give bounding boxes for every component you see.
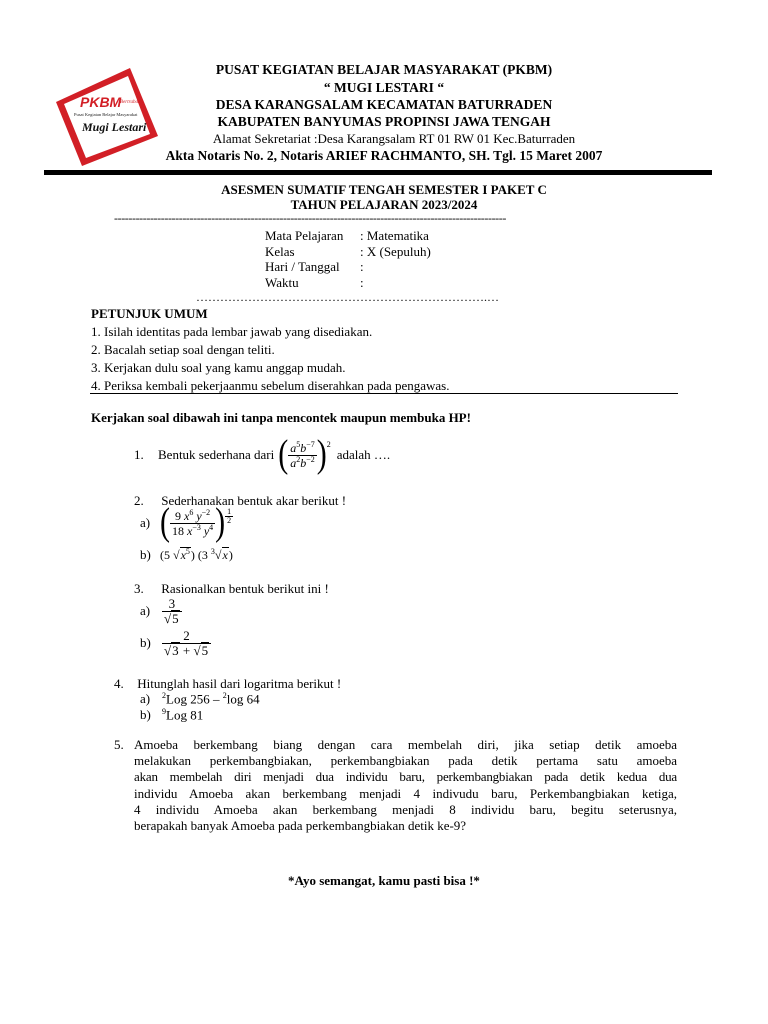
- instructions-rule: [90, 393, 678, 394]
- log-base: 9: [162, 707, 166, 716]
- identity-label: Waktu: [265, 274, 299, 290]
- header-line1: PUSAT KEGIATAN BELAJAR MASYARAKAT (PKBM): [215, 62, 553, 77]
- logo-brand-sub: Bertrabakti: [120, 100, 144, 105]
- list-item: 2. Bacalah setiap soal dengan teliti.: [91, 342, 275, 357]
- q3-item-b: b) $\frac{2}{√3 + √5}$: [140, 629, 211, 657]
- question-1: [134, 432, 391, 476]
- header-rule: [44, 170, 712, 175]
- identity-value: :: [360, 259, 364, 274]
- item-label: a): [140, 515, 151, 530]
- q3b-numerator: 2: [183, 628, 190, 643]
- question-4: [114, 676, 341, 692]
- item-label: b): [140, 547, 151, 562]
- log-expression: Log 256 –: [166, 691, 223, 707]
- logo-name: Mugi Lestari: [82, 120, 147, 134]
- item-label: b): [140, 635, 151, 651]
- q3-item-a: a) $\frac{3}{√5}$: [140, 597, 182, 625]
- item-label: a): [140, 691, 151, 707]
- log-base: 2: [222, 691, 227, 700]
- question-text: Rasionalkan bentuk berikut ini !: [161, 581, 329, 596]
- header-line2: “ MUGI LESTARI “: [323, 80, 445, 95]
- paragraph-line: 4 individu Amoeba akan berkembang menjadi 8 individu baru, begitu seterusnya,: [134, 801, 677, 817]
- instructions-list: [91, 323, 449, 395]
- exam-year: TAHUN PELAJARAN 2023/2024: [290, 197, 478, 212]
- item-label: a): [140, 603, 151, 619]
- logo-brand: PKBM: [80, 94, 122, 110]
- identity-block: [265, 228, 431, 290]
- dot-separator: ……………………………………………………………….…: [196, 290, 499, 304]
- q4-item-b: [140, 707, 203, 723]
- identity-value: :: [360, 274, 364, 290]
- identity-label: Kelas: [265, 243, 295, 259]
- directive-text: Kerjakan soal dibawah ini tanpa mencontek maupun membuka HP!: [91, 410, 471, 425]
- logo-tagline: Pusat Kegiatan Belajar Masyarakat: [74, 112, 138, 117]
- header-address: Alamat Sekretariat :Desa Karangsalam RT 01 RW 01 Kec.Baturraden: [212, 131, 576, 146]
- q4-item-a: [140, 691, 260, 707]
- q2-item-a: a) ( $\frac{9 x^6 y^{-2}}{18 x^{-3} y^4}$ ) $\frac{1}{2}$: [140, 500, 232, 544]
- identity-row: [265, 275, 431, 291]
- header-notary: Akta Notaris No. 2, Notaris ARIEF RACHMANTO, SH. Tgl. 15 Maret 2007: [165, 148, 603, 163]
- q2-item-b: b) (5 $√x^5$) (3 $^3$√x): [140, 547, 233, 562]
- identity-row: [265, 228, 431, 244]
- question-number: 2.: [134, 493, 144, 508]
- paragraph-line: melakukan perkembangbiakan, perkembangbiakan pada detik pertama satu amoeba: [134, 753, 677, 769]
- question-number: 4.: [114, 676, 124, 691]
- dash-separator: -------------------------------------------------------------------------------------------------------------: [114, 211, 506, 225]
- question-number: 1.: [134, 447, 144, 462]
- paragraph-line: berapakah banyak Amoeba pada perkembangbiakan detik ke-9?: [134, 818, 467, 834]
- paragraph-line: akan membelah diri menjadi dua individu baru, perkembangbiakan pada detik kedua dua: [134, 769, 677, 785]
- identity-label: Mata Pelajaran: [265, 228, 344, 243]
- identity-row: [265, 244, 431, 260]
- identity-row: [265, 259, 431, 275]
- list-item: 1. Isilah identitas pada lembar jawab yang disediakan.: [91, 324, 373, 339]
- identity-label: Hari / Tanggal: [265, 259, 340, 274]
- question-text: Hitunglah hasil dari logaritma berikut !: [137, 676, 342, 691]
- paragraph-line: Amoeba berkembang biang dengan cara membelah diri, jika setiap detik amoeba: [134, 737, 677, 752]
- identity-value: : Matematika: [360, 228, 429, 243]
- identity-value: : X (Sepuluh): [360, 243, 431, 259]
- header-line3: DESA KARANGSALAM KECAMATAN BATURRADEN: [215, 97, 553, 112]
- question-number: 3.: [134, 581, 144, 596]
- item-label: b): [140, 707, 151, 723]
- closing-message: *Ayo semangat, kamu pasti bisa !*: [288, 873, 480, 888]
- question-text: Sederhanakan bentuk akar berikut !: [161, 493, 347, 508]
- list-item: 4. Periksa kembali pekerjaanmu sebelum diserahkan pada pengawas.: [91, 378, 450, 393]
- log-base: 2: [162, 691, 166, 700]
- q1-expression: ( $\frac{a^5b^{-7}}{a^2b^{-2}}$ ) 2: [278, 432, 331, 476]
- q5-paragraph: [134, 737, 677, 834]
- exam-title: ASESMEN SUMATIF TENGAH SEMESTER I PAKET C: [221, 182, 547, 197]
- question-text: Bentuk sederhana dari: [158, 447, 275, 462]
- header-line4: KABUPATEN BANYUMAS PROPINSI JAWA TENGAH: [217, 114, 551, 129]
- instructions-heading: PETUNJUK UMUM: [91, 306, 208, 321]
- paragraph-line: individu Amoeba akan berkembang menjadi 4 indivudu baru, Perkembangbiakan ketiga,: [134, 785, 677, 801]
- question-number: 5.: [114, 737, 124, 752]
- question-5: [114, 737, 124, 753]
- question-3: [134, 581, 329, 597]
- list-item: 3. Kerjakan dulu soal yang kamu anggap mudah.: [91, 360, 346, 375]
- log-expression: Log 81: [166, 707, 204, 723]
- question-text-after: adalah ….: [336, 447, 391, 462]
- q3a-numerator: 3: [168, 596, 176, 611]
- log-expression: log 64: [226, 691, 260, 707]
